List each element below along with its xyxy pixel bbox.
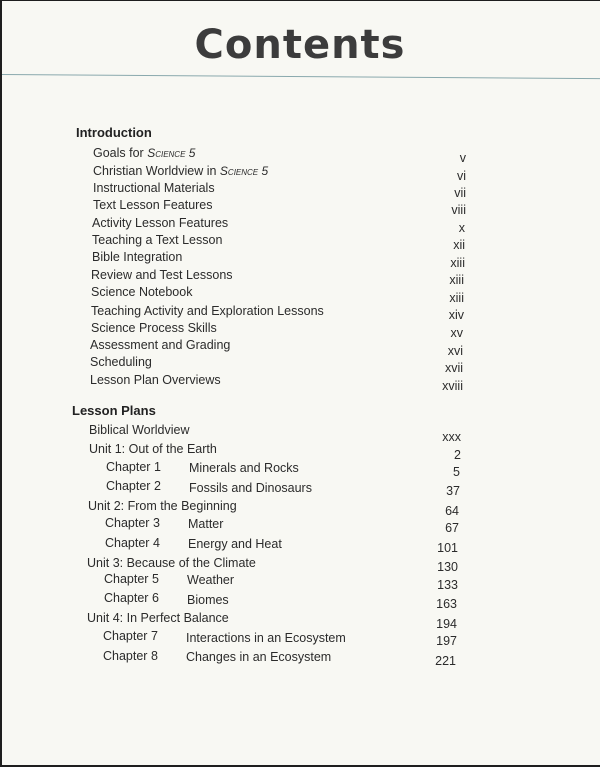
toc-page: xiii [449,273,464,287]
toc-entry: Lesson Plan Overviews [90,373,221,387]
page-title: Contents [194,22,406,68]
toc-entry: Text Lesson Features [93,198,213,212]
toc-page: xvi [447,344,463,358]
chapter-number: Chapter 6 [104,591,159,605]
toc-page: xiii [449,291,464,305]
toc-entry: Activity Lesson Features [92,216,229,230]
chapter-title: Changes in an Ecosystem [186,650,332,664]
toc-entry: Biblical Worldview [89,423,190,437]
toc-page: 163 [436,597,457,611]
lesson-plans-heading: Lesson Plans [72,403,156,418]
chapter-number: Chapter 7 [103,629,158,643]
toc-page: vii [454,186,466,200]
toc-page: x [458,221,465,235]
toc-page: 133 [437,578,458,592]
toc-entry: Review and Test Lessons [91,268,233,282]
introduction-heading: Introduction [76,125,152,140]
toc-entry: Christian Worldview in Science 5 [93,164,269,178]
unit-entry: Unit 2: From the Beginning [88,499,237,513]
toc-page: 221 [435,654,456,668]
chapter-number: Chapter 1 [106,460,161,474]
chapter-title: Biomes [187,593,229,607]
toc-page: 37 [446,484,460,498]
toc-page: vi [456,169,466,183]
chapter-title: Minerals and Rocks [189,461,299,475]
toc-page: 130 [437,560,458,574]
toc-entry: Instructional Materials [93,181,215,195]
unit-entry: Unit 4: In Perfect Balance [87,611,229,625]
unit-entry: Unit 3: Because of the Climate [87,556,256,570]
toc-page: v [459,151,466,165]
toc-entry: Science Notebook [91,285,193,299]
toc-entry: Scheduling [90,355,152,369]
toc-page: 194 [436,617,457,631]
chapter-title: Fossils and Dinosaurs [189,481,312,495]
chapter-title: Matter [188,517,224,531]
chapter-title: Weather [187,573,235,587]
toc-entry: Teaching Activity and Exploration Lessons [91,304,324,318]
chapter-number: Chapter 3 [105,516,160,530]
toc-page: xiii [450,256,465,270]
toc-page: 101 [437,541,458,555]
toc-page: xiv [448,308,464,322]
chapter-number: Chapter 8 [103,649,158,663]
toc-entry: Bible Integration [92,250,183,264]
toc-page: xviii [442,379,463,393]
toc-page: 5 [453,465,460,479]
toc-page: viii [451,203,466,217]
toc-entry: Science Process Skills [91,321,217,335]
chapter-number: Chapter 2 [106,479,161,493]
toc-page: xii [453,238,465,252]
toc-page: xv [450,326,463,340]
toc-page: xvii [444,361,463,375]
chapter-number: Chapter 5 [104,572,159,586]
toc-entry: Goals for Science 5 [93,146,196,160]
toc-page: 197 [436,634,457,648]
toc-page: xxx [442,430,461,444]
toc-page: 2 [454,448,461,462]
toc-page: 67 [445,521,459,535]
unit-entry: Unit 1: Out of the Earth [89,442,217,456]
toc-entry: Assessment and Grading [90,338,231,352]
toc-entry: Teaching a Text Lesson [92,233,223,247]
chapter-title: Energy and Heat [188,537,282,551]
chapter-number: Chapter 4 [105,536,160,550]
toc-page: 64 [445,504,459,518]
chapter-title: Interactions in an Ecosystem [186,631,346,645]
